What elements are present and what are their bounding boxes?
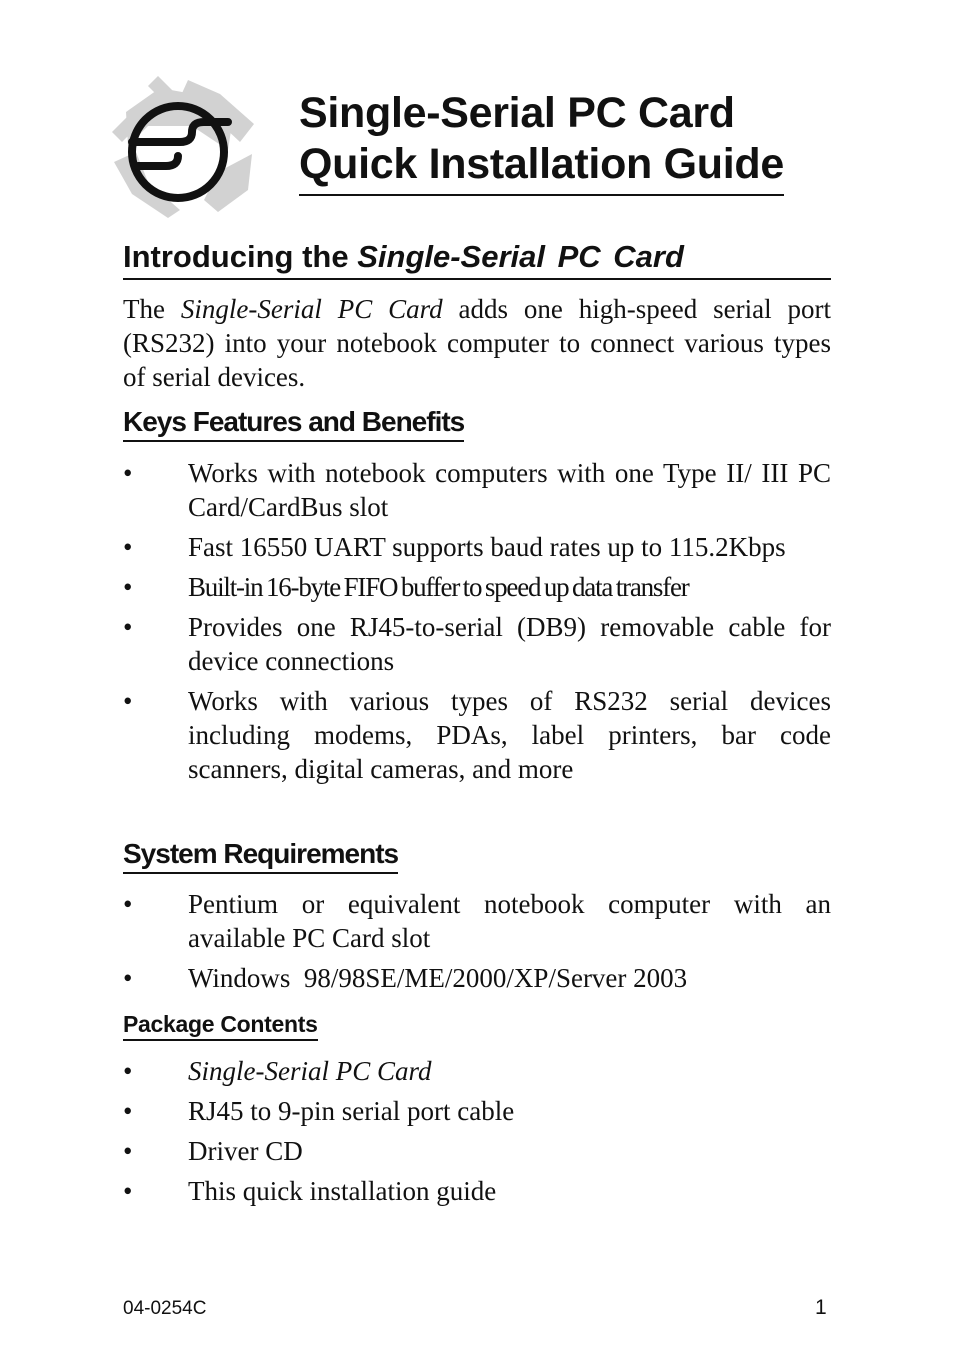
- bullet: •: [123, 612, 133, 642]
- features-heading: Keys Features and Benefits: [123, 405, 464, 442]
- intro-heading-prefix: Introducing the: [123, 239, 349, 274]
- list-item-text: Provides one RJ45-to-serial (DB9) removable cable for device connections: [188, 612, 831, 676]
- bullet: •: [123, 1056, 133, 1086]
- page-number: 1: [815, 1296, 827, 1319]
- list-item-text: Fast 16550 UART supports baud rates up to 115.2Kbps: [188, 532, 786, 562]
- list-item: [123, 1174, 831, 1208]
- bullet: •: [123, 889, 133, 919]
- list-item: [123, 570, 831, 604]
- title-line-1: Single-Serial PC Card: [299, 89, 735, 137]
- bullet: •: [123, 1096, 133, 1126]
- bullet: •: [123, 1176, 133, 1206]
- list-item-text: Pentium or equivalent notebook computer with an available PC Card slot: [188, 889, 831, 953]
- list-item: [123, 1054, 831, 1088]
- siig-logo-icon: [108, 72, 258, 222]
- list-item-text: Windows 98/98SE/ME/2000/XP/Server 2003: [188, 963, 688, 993]
- list-item-text: This quick installation guide: [188, 1176, 497, 1206]
- doc-number: 04-0254C: [123, 1298, 207, 1319]
- list-item: [123, 887, 831, 955]
- list-item: [123, 610, 831, 678]
- intro-heading-product: Single-Serial PC Card: [357, 239, 684, 274]
- intro-para-rest: adds one high-speed serial port (RS232) into your notebook computer to connect various types of serial devices.: [123, 294, 831, 392]
- list-item: [123, 961, 831, 995]
- list-item-text: Built-in 16-byte FIFO buffer to speed up data transfer: [188, 572, 689, 602]
- intro-heading: [123, 238, 831, 280]
- list-item: [123, 684, 831, 786]
- list-item-text: RJ45 to 9-pin serial port cable: [188, 1096, 515, 1126]
- intro-para-start: The: [123, 294, 165, 324]
- bullet: •: [123, 1136, 133, 1166]
- requirements-heading: System Requirements: [123, 837, 398, 874]
- bullet: •: [123, 532, 133, 562]
- list-item: [123, 1094, 831, 1128]
- title-line-2: Quick Installation Guide: [299, 140, 784, 188]
- intro-paragraph: [123, 292, 831, 394]
- intro-para-product: Single-Serial PC Card: [180, 294, 443, 324]
- list-item-text: Works with various types of RS232 serial devices including modems, PDAs, label printers, bar code scanners, digital cameras, and more: [188, 686, 831, 784]
- page-title: [299, 88, 784, 196]
- list-item: [123, 456, 831, 524]
- list-item: [123, 1134, 831, 1168]
- package-heading: Package Contents: [123, 1010, 318, 1041]
- bullet: •: [123, 458, 133, 488]
- list-item-text: Works with notebook computers with one Type II/ III PC Card/CardBus slot: [188, 458, 831, 522]
- list-item-text: Driver CD: [188, 1136, 303, 1166]
- bullet: •: [123, 686, 133, 716]
- requirements-list: [123, 887, 831, 1001]
- list-item-text: Single-Serial PC Card: [188, 1056, 432, 1086]
- bullet: •: [123, 572, 132, 602]
- bullet: •: [123, 963, 133, 993]
- features-list: [123, 456, 831, 792]
- list-item: [123, 530, 831, 564]
- package-list: [123, 1054, 831, 1214]
